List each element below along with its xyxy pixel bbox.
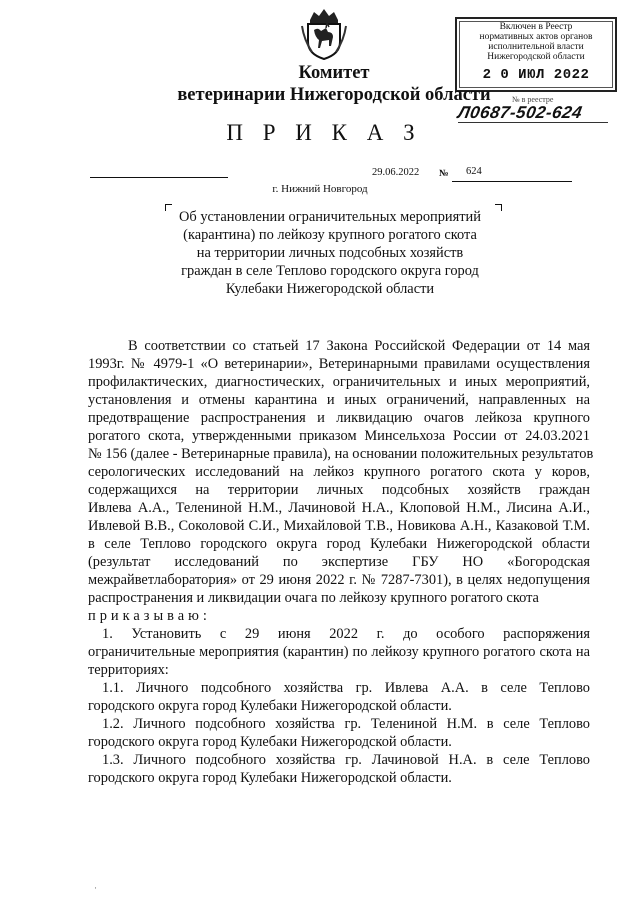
item-1-line: территориях: (88, 662, 169, 678)
body-line: предотвращение распространения и ликвидацию очагов лейкоза крупного (88, 410, 590, 426)
body-line: профилактических, диагностических, ограничительных и иных мероприятий, (88, 374, 590, 390)
body-line: (результат исследований по экспертизе ГБУ НО «Богородская (88, 554, 590, 570)
item-1-2-line: городского округа город Кулебаки Нижегородской области. (88, 734, 452, 750)
registry-number-label: № в реестре (512, 95, 554, 104)
item-1-3-line: 1.3. Личного подсобного хозяйства гр. Лачиновой Н.А. в селе Теплово (102, 752, 590, 768)
item-1-3-line: городского округа город Кулебаки Нижегородской области. (88, 770, 452, 786)
body-line: В соответствии со статьей 17 Закона Российской Федерации от 14 мая (128, 338, 590, 354)
body-line: Ивлевой В.В., Соколовой С.И., Михайловой Т.В., Новикова А.Н., Казаковой Т.М. (88, 518, 590, 534)
order-number-label: № (439, 169, 449, 179)
body-line: содержащихся на территории личных подсобных хозяйств граждан (88, 482, 590, 498)
title-line: граждан в селе Теплово городского округа город (181, 263, 479, 279)
stamp-line-4: Нижегородской области (487, 52, 585, 62)
order-number: 624 (466, 166, 482, 177)
title-line: Об установлении ограничительных мероприятий (179, 209, 481, 225)
title-line: на территории личных подсобных хозяйств (196, 245, 464, 261)
committee-name-line-2: ветеринарии Нижегородской области (177, 85, 491, 105)
scan-mark: · (94, 883, 97, 893)
body-line: серологических исследований на лейкоз крупного рогатого скота у коров, (88, 464, 590, 480)
item-1-1-line: 1.1. Личного подсобного хозяйства гр. Ивлева А.А. в селе Теплово (102, 680, 590, 696)
stamp-line-2: нормативных актов органов (479, 32, 593, 42)
stamp-line-1: Включен в Реестр (499, 22, 573, 32)
order-number-line (452, 181, 572, 182)
body-line: Ивлева А.А., Телениной Н.М., Лачиновой Н.А., Клоповой Н.М., Лисина А.И., (88, 500, 590, 516)
item-1-line: 1. Установить с 29 июня 2022 г. до особого распоряжения (102, 626, 590, 642)
order-city: г. Нижний Новгород (272, 183, 368, 195)
stamp-line-3: исполнительной власти (488, 42, 584, 52)
body-line: рогатого скота, утвержденными приказом Минсельхоза России от 24.03.2021 (88, 428, 590, 444)
body-line: 1993г. № 4979-1 «О ветеринарии», Ветеринарными правилами осуществления (88, 356, 590, 372)
title-line: Кулебаки Нижегородской области (225, 281, 435, 297)
body-line: № 156 (далее - Ветеринарные правила), на основании положительных результатов (88, 446, 594, 462)
order-command: приказываю: (88, 608, 211, 624)
body-line: распространения и ликвидации очага по лейкозу крупного рогатого скота (88, 590, 539, 606)
document-type: П Р И К А З (226, 120, 422, 145)
stamp-date: 2 0 ИЮЛ 2022 (482, 67, 590, 83)
title-line: (карантина) по лейкозу крупного рогатого скота (183, 227, 477, 243)
date-blank-line (90, 177, 228, 178)
body-line: установления и отмены карантина и иных ограничений, направленных на (88, 392, 590, 408)
nizhny-novgorod-coat-of-arms-icon (300, 6, 348, 60)
body-line: в селе Теплово городского округа город Кулебаки Нижегородской области (88, 536, 590, 552)
committee-name-line-1: Комитет (298, 63, 370, 83)
registry-number: Л0687-502-624 (456, 103, 584, 122)
item-1-2-line: 1.2. Личного подсобного хозяйства гр. Телениной Н.М. в селе Теплово (102, 716, 590, 732)
item-1-line: ограничительные мероприятия (карантин) по лейкозу крупного рогатого скота на (88, 644, 590, 660)
item-1-1-line: городского округа город Кулебаки Нижегородской области. (88, 698, 452, 714)
body-line: межрайветлаборатория» от 29 июня 2022 г. № 7287-7301), в целях недопущения (88, 572, 590, 588)
order-date: 29.06.2022 (372, 167, 420, 178)
